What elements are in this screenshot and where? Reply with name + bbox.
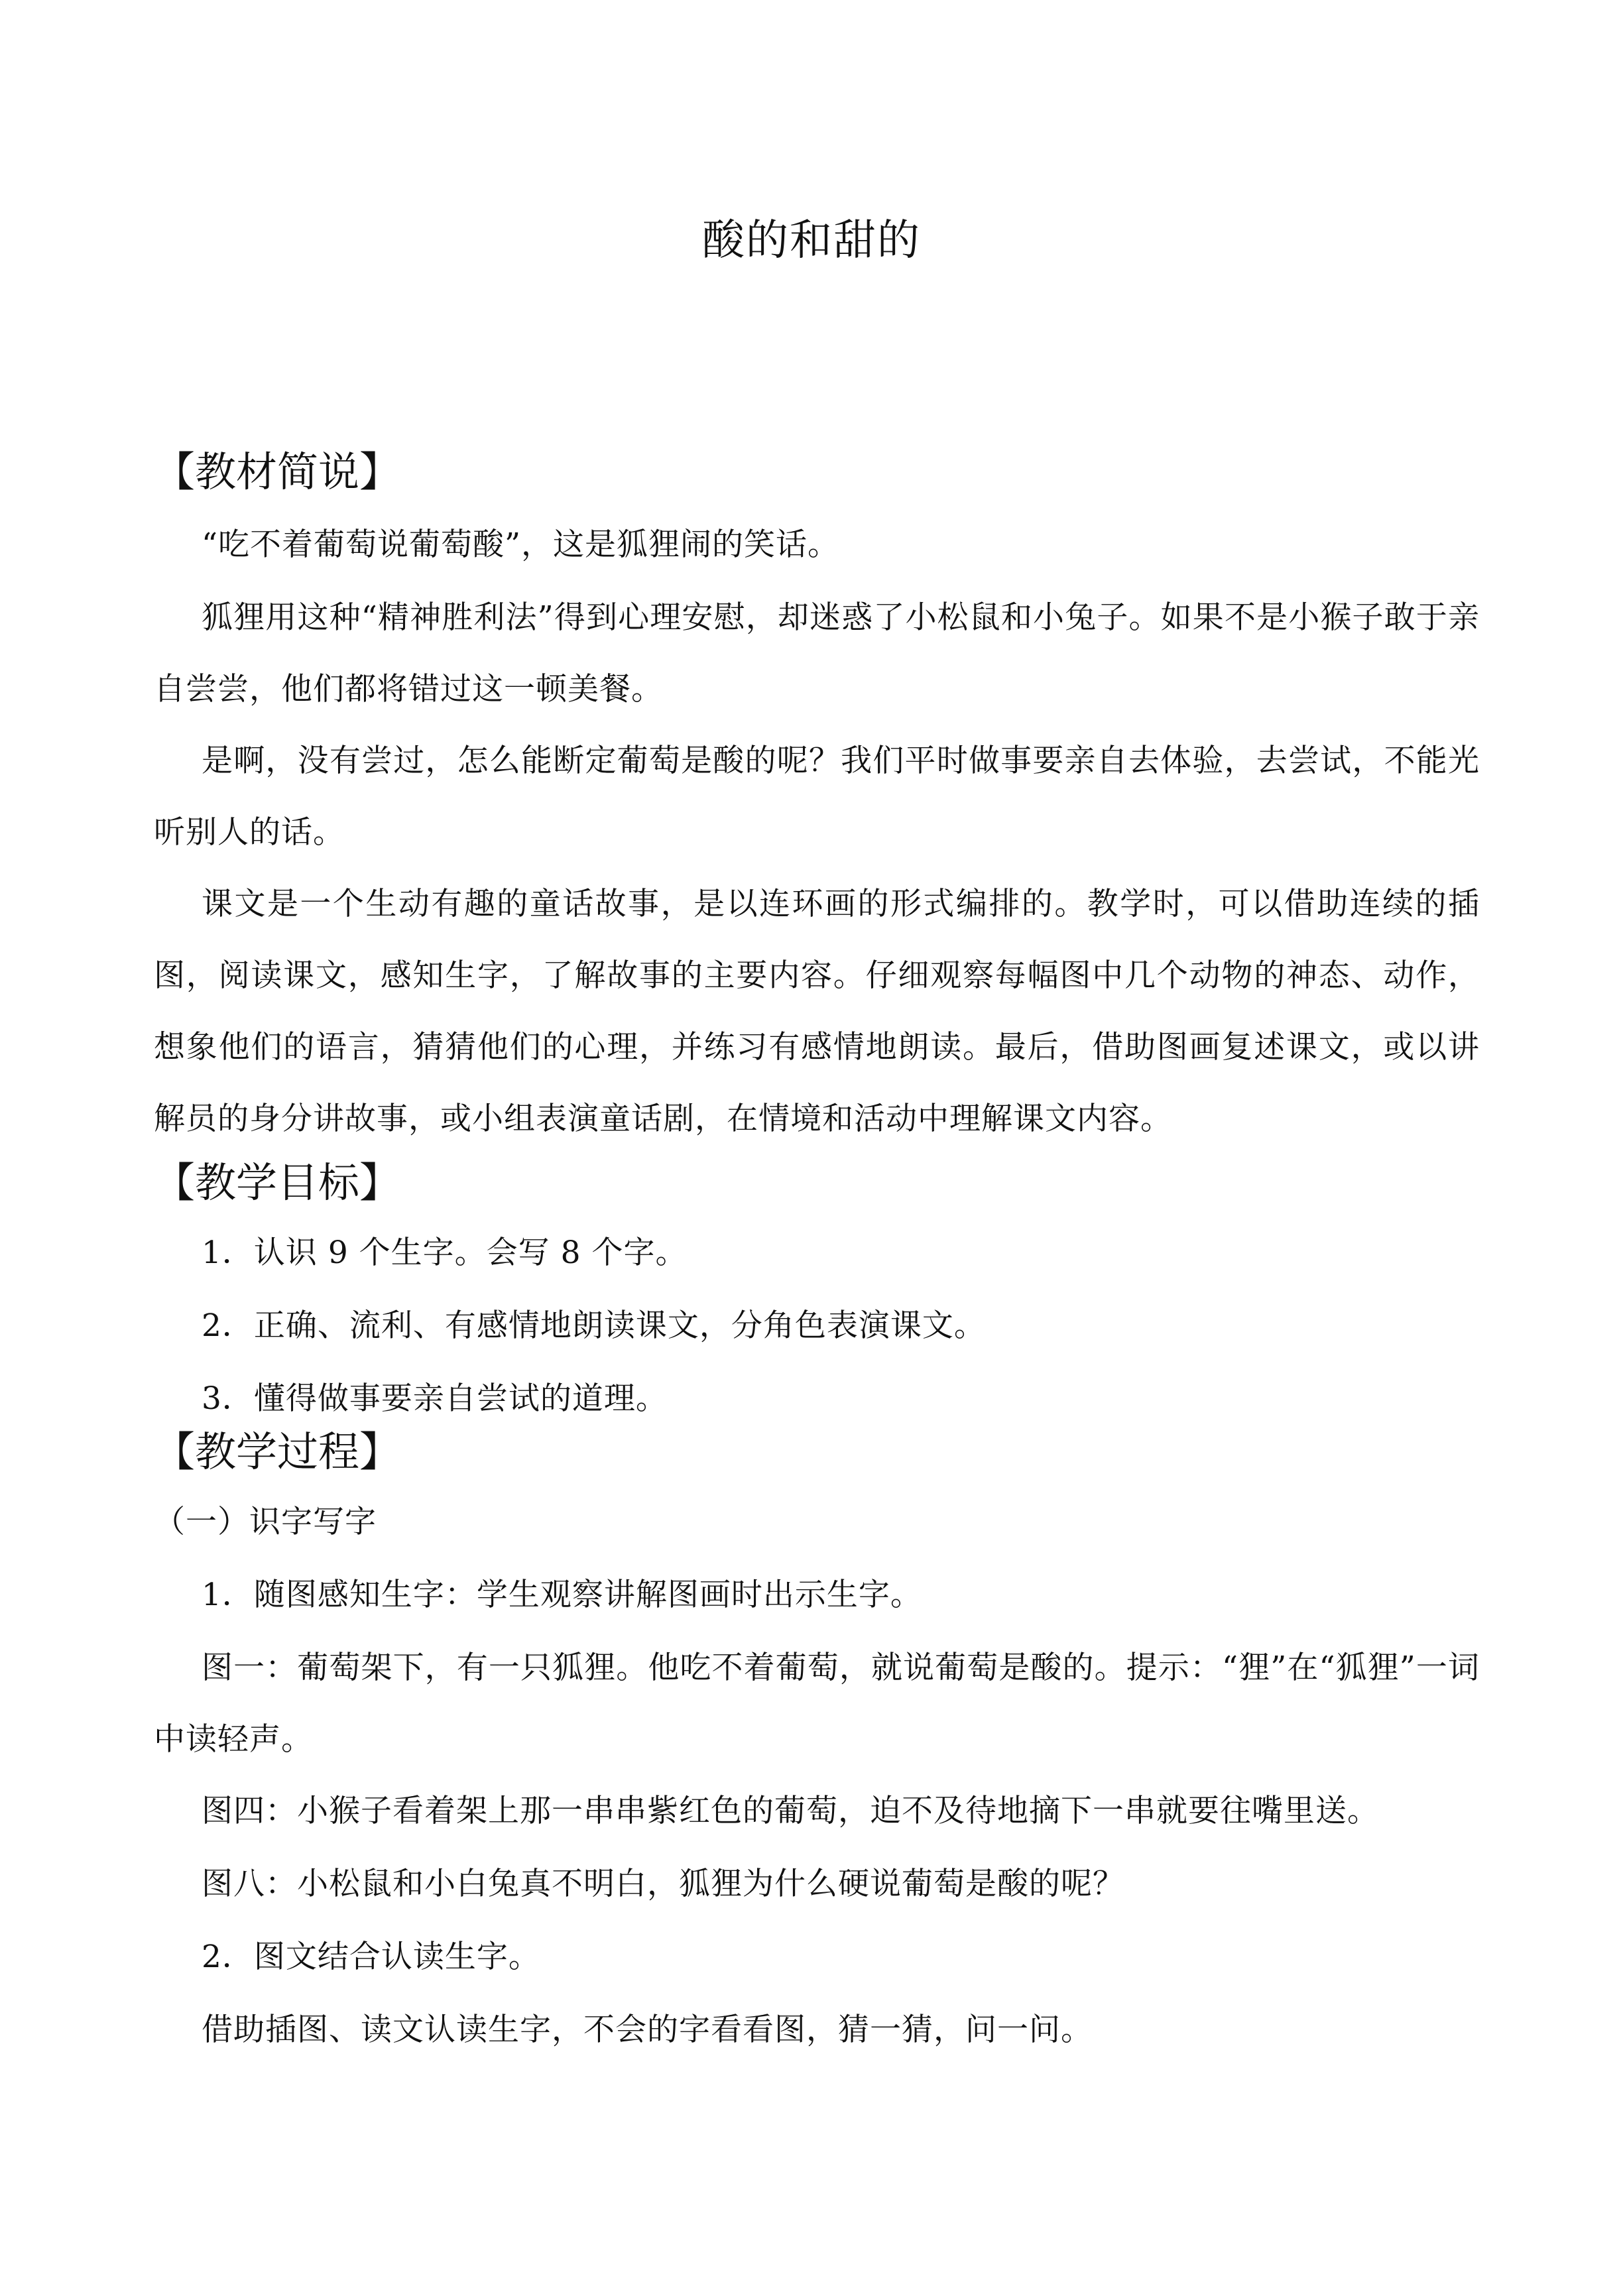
goal-item: 2．正确、流利、有感情地朗读课文，分角色表演课文。 [202, 1307, 986, 1344]
paragraph: 借助插图、读文认读生字，不会的字看看图，猜一猜，问一问。 [202, 2012, 1093, 2048]
goal-item: 1．认识 9 个生字。会写 8 个字。 [202, 1235, 688, 1271]
section-heading-textbook-notes: 【教材简说】 [154, 448, 401, 496]
paragraph: 课文是一个生动有趣的童话故事，是以连环画的形式编排的。教学时，可以借助连续的插图，阅读课文，感知生字，了解故事的主要内容。仔细观察每幅图中几个动物的神态、动作，想象他们的语言，猜猜他们的心理，并练习有感情地朗读。最后，借助图画复述课文，或以讲解员的身分讲故事，或小组表演童话剧，在情境和活动中理解课文内容。 [154, 886, 1480, 1137]
paragraph: 图一：葡萄架下，有一只狐狸。他吃不着葡萄，就说葡萄是酸的。提示：“狸”在“狐狸”一词中读轻声。 [154, 1650, 1480, 1758]
paragraph: 图四：小猴子看着架上那一串串紫红色的葡萄，迫不及待地摘下一串就要往嘴里送。 [202, 1793, 1379, 1829]
paragraph: “吃不着葡萄说葡萄酸”，这是狐狸闹的笑话。 [202, 526, 840, 563]
paragraph: 是啊，没有尝过，怎么能断定葡萄是酸的呢？我们平时做事要亲自去体验，去尝试，不能光听别人的话。 [154, 743, 1480, 851]
goal-item: 3．懂得做事要亲自尝试的道理。 [202, 1380, 668, 1417]
paragraph: 狐狸用这种“精神胜利法”得到心理安慰，却迷惑了小松鼠和小兔子。如果不是小猴子敢于亲自尝尝，他们都将错过这一顿美餐。 [154, 599, 1480, 707]
paragraph: 1．随图感知生字：学生观察讲解图画时出示生字。 [202, 1577, 922, 1613]
document-title: 酸的和甜的 [702, 216, 921, 265]
section-heading-teaching-process: 【教学过程】 [154, 1427, 401, 1476]
subsection-heading: （一）识字写字 [154, 1504, 377, 1540]
paragraph: 2．图文结合认读生字。 [202, 1939, 540, 1975]
section-heading-teaching-goals: 【教学目标】 [154, 1158, 401, 1207]
paragraph: 图八：小松鼠和小白兔真不明白，狐狸为什么硬说葡萄是酸的呢？ [202, 1866, 1124, 1902]
